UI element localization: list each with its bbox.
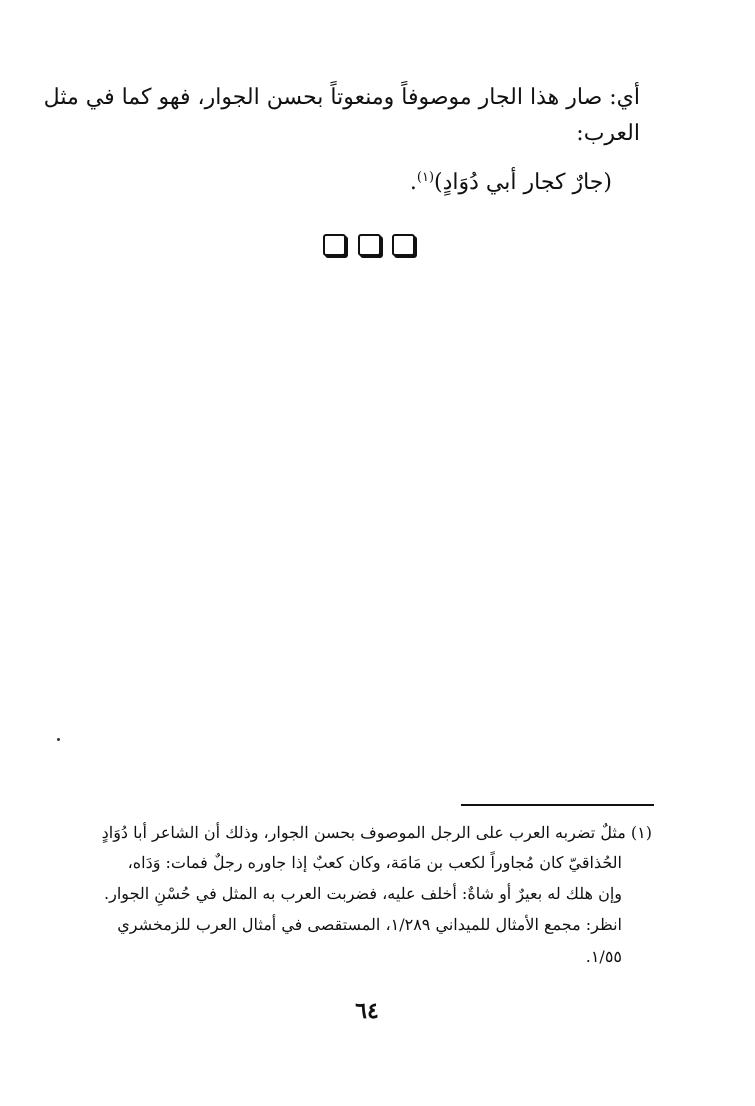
footnote-separator xyxy=(461,804,654,806)
square-ornament-icon xyxy=(392,234,415,256)
footnote-line-1: (١) مثلٌ تضربه العرب على الرجل الموصوف بحسن الجوار، وذلك أن الشاعر أبا دُوَادٍ xyxy=(101,823,652,842)
footnote-line-4: انظر: مجمع الأمثال للميداني ١/٢٨٩، المستقصى في أمثال العرب للزمخشري xyxy=(117,915,622,934)
body-text-line-2: العرب: xyxy=(576,121,640,146)
footnote-line-3: وإن هلك له بعيرٌ أو شاةٌ: أخلف عليه، فضربت العرب به المثل في حُسْنِ الجوار. xyxy=(104,884,622,903)
proverb-period: . xyxy=(409,170,417,195)
proverb-text: (جارٌ كجار أبي دُوَادٍ) xyxy=(434,170,612,195)
proverb-line xyxy=(70,160,640,201)
page-number: ٦٤ xyxy=(355,998,379,1024)
ink-speck xyxy=(57,738,60,741)
section-divider-ornament xyxy=(323,234,415,258)
footnote-marker: (١) xyxy=(416,170,435,185)
body-text-line-1: أي: صار هذا الجار موصوفاً ومنعوتاً بحسن الجوار، فهو كما في مثل xyxy=(43,85,640,110)
square-ornament-icon xyxy=(323,234,346,256)
footnote-line-2: الحُذاقيّ كان مُجاوراً لكعب بن مَامَة، وكان كعبٌ إذا جاوره رجلٌ فمات: وَدَاه، xyxy=(127,853,622,872)
square-ornament-icon xyxy=(358,234,381,256)
footnote-line-5: ١/٥٥. xyxy=(585,947,622,966)
